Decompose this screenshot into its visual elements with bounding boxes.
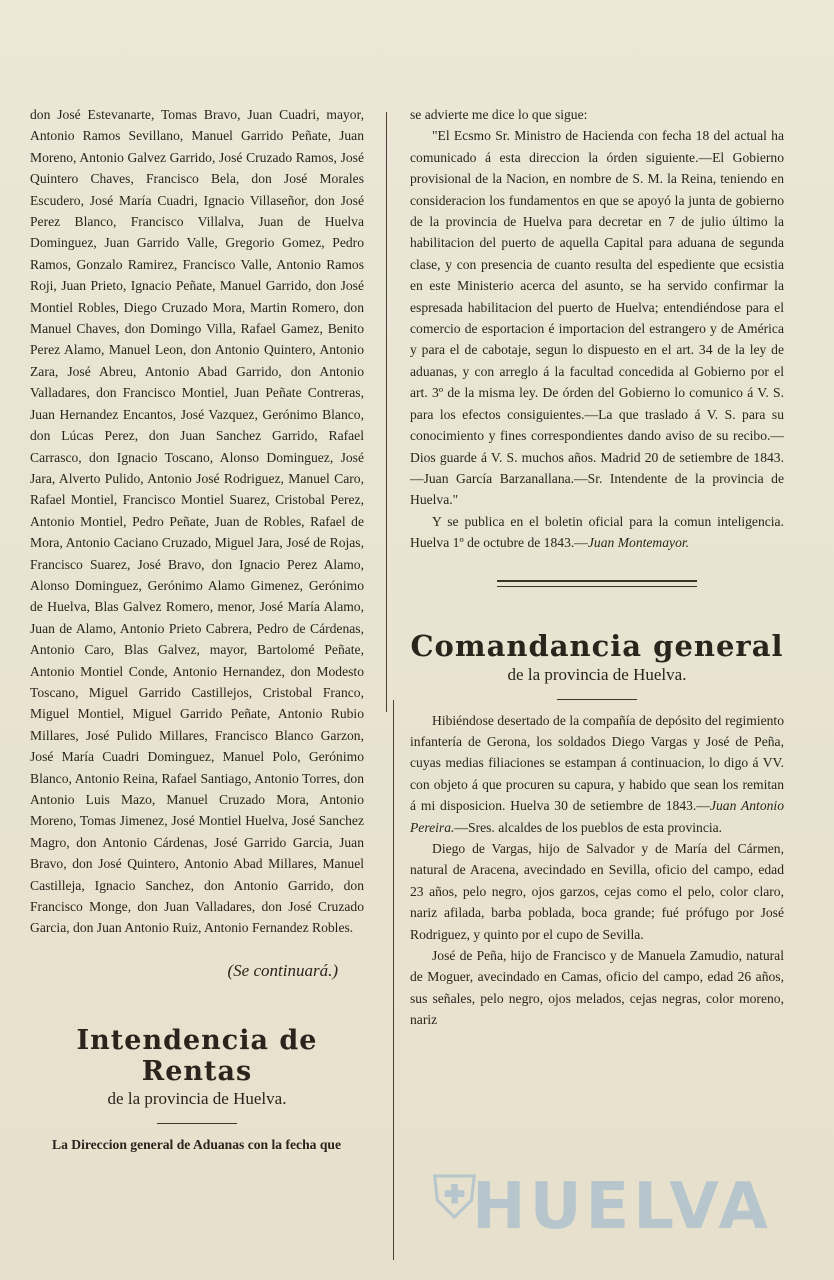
notice-text: Hibiéndose desertado de la compañía de depósito del regimiento infantería de Gerona, los soldados Diego Vargas y José de Peña, cuyas medias filiaciones se estampan á continuacion, lo digo á VV. con objeto á que procuren su capura, y habido que sean los remitan á mi disposicion. Huelva 30 de setiembre de 1843.—	[410, 712, 784, 814]
section-separator	[497, 580, 697, 587]
intro-line: se advierte me dice lo que sigue:	[410, 107, 588, 122]
right-column	[410, 104, 784, 1280]
pena-description: José de Peña, hijo de Francisco y de Manuela Zamudio, natural de Moguer, avecindado en Camas, oficio del campo, edad 26 años, sus señales, pelo negro, ojos melados, cejas negras, color moreno, nariz	[410, 948, 784, 1028]
names-list: don José Estevanarte, Tomas Bravo, Juan Cuadri, mayor, Antonio Ramos Sevillano, Manuel Garrido Peñate, Juan Moreno, Antonio Galvez Garrido, José Cruzado Ramos, José Quintero Chaves, Francisco Bela, don José Morales Escudero, José María Cuadri, Ignacio Villaseñor, don José Perez Blanco, Francisco Villalva, Juan de Huelva Dominguez, Juan Garrido Valle, Gregorio Gomez, Pedro Ramos, Gonzalo Ramirez, Francisco Valle, Antonio Ramos Roji, Juan Prieto, Ignacio Peñate, Manuel Garrido, don José Montiel Robles, Diego Cruzado Mora, Martin Romero, don Manuel Chaves, don Domingo Villa, Rafael Gamez, Benito Perez Alamo, Manuel Leon, don Antonio Quintero, Antonio Zara, José Abreu, Antonio Abad Garrido, don Antonio Valladares, don Francisco Montiel, Juan Peñate Contreras, Juan Hernandez Encantos, José Vazquez, Gerónimo Blanco, don Lúcas Perez, don Juan Sanchez Garrido, Rafael Carrasco, don Ignacio Toscano, Alonso Dominguez, José Jara, Alverto Pulido, Antonio José Rodriguez, Manuel Caro, Rafael Montiel, Francisco Montiel Suarez, Cristobal Perez, Antonio Montiel, Pedro Peñate, Juan de Robles, Rafael de Mora, Antonio Caciano Cruzado, Miguel Jara, José de Rojas, Francisco Suarez, José Bravo, don Ignacio Perez Alamo, Alonso Dominguez, Gerónimo Alamo Gimenez, Gerónimo de Huelva, Blas Galvez Romero, menor, José María Alamo, Juan de Alamo, Antonio Prieto Cabrera, Pedro de Cárdenas, Antonio Caro, Blas Galvez, mayor, Bartolomé Peñate, Antonio Montiel Conde, Antonio Hernandez, don Modesto Toscano, Miguel Garrido Castillejos, Cristobal Franco, Miguel Montiel, Miguel Garrido Peñate, Antonio Rubio Millares, José Pulido Millares, Francisco Blanco Garzon, José María Cuadri Dominguez, Manuel Polo, Gerónimo Blanco, Antonio Reina, Rafael Santiago, Antonio Torres, don Antonio Luis Mazo, Manuel Cruzado Mora, Antonio Moreno, Tomas Jimenez, José Montiel Huelva, José Sanchez Magro, don Antonio Cárdenas, José Garrido Garcia, Juan Bravo, don José Quintero, Antonio Abad Millares, Manuel Castilleja, Ignacio Sanchez, don Antonio Garrido, don Francisco Monge, don Juan Valladares, don José Cruzado Garcia, don Juan Antonio Ruiz, Antonio Fernandez Robles.	[30, 107, 364, 936]
short-rule	[157, 1123, 237, 1124]
intendencia-title: Intendencia de Rentas	[76, 1024, 318, 1087]
left-column	[30, 104, 364, 1280]
publication-signature: Juan Montemayor.	[587, 535, 690, 551]
notice-addressee: —Sres. alcaldes de los pueblos de esta provincia.	[454, 819, 723, 835]
publication-text: Y se publica en el boletin oficial para la comun inteligencia. Huelva 1º de octubre de 1843.—	[410, 513, 784, 551]
ministry-quote: "El Ecsmo Sr. Ministro de Hacienda con fecha 18 del actual ha comunicado á esta direccion la órden siguiente.—El Gobierno provisional de la Nacion, en nombre de S. M. la Reina, teniendo en consideracion los fundamentos en que se apoyó la junta de gobierno de la provincia de Huelva para decretar en 7 de julio último la habilitacion del puerto de aquella Capital para aduana de segunda clase, y con presencia de cuanto resulta del espediente que ecsistia en este Ministerio acerca del asunto, se ha servido confirmar la espresada habilitacion del puerto de Huelva; entendiéndose para el comercio de esportacion é importacion del estrangero y de América y para el de cabotaje, segun lo dispuesto en el art. 34 de la ley de aduanas, y con arreglo á la facultad concedida al Gobierno por el art. 3º de la misma ley. De órden del Gobierno lo comunico á V. S. para los efectos consiguientes.—La que traslado á V. S. para su conocimiento y fines correspondientes dando aviso de su recibo.—Dios guarde á V. S. muchos años. Madrid 20 de setiembre de 1843.—Juan García Barzanallana.—Sr. Intendente de la provincia de Huelva."	[410, 128, 784, 508]
watermark-shield-icon: ⛨	[432, 1165, 477, 1231]
notice-signature: Juan Antonio Pereira.	[410, 798, 784, 835]
column-divider	[386, 112, 387, 712]
comandancia-title: Comandancia general	[410, 628, 784, 663]
short-rule	[557, 699, 637, 700]
huelva-watermark: HUELVA	[472, 1170, 772, 1244]
intendencia-opening: La Direccion general de Aduanas con la fecha que	[52, 1136, 341, 1152]
vargas-description: Diego de Vargas, hijo de Salvador y de María del Cármen, natural de Aracena, avecindado en Sevilla, oficio del campo, edad 23 años, pelo negro, ojos garzos, cejas como el pelo, color claro, nariz afilada, barba poblada, boca grande; fué prófugo por José Rodriguez, y quinto por el cupo de Sevilla.	[410, 840, 784, 942]
column-divider-lower	[393, 700, 394, 1260]
comandancia-subtitle: de la provincia de Huelva.	[507, 664, 687, 684]
intendencia-subtitle: de la provincia de Huelva.	[107, 1088, 287, 1108]
desertion-notice	[410, 710, 784, 838]
continuara-note: (Se continuará.)	[227, 960, 338, 980]
publication-note	[410, 511, 784, 554]
